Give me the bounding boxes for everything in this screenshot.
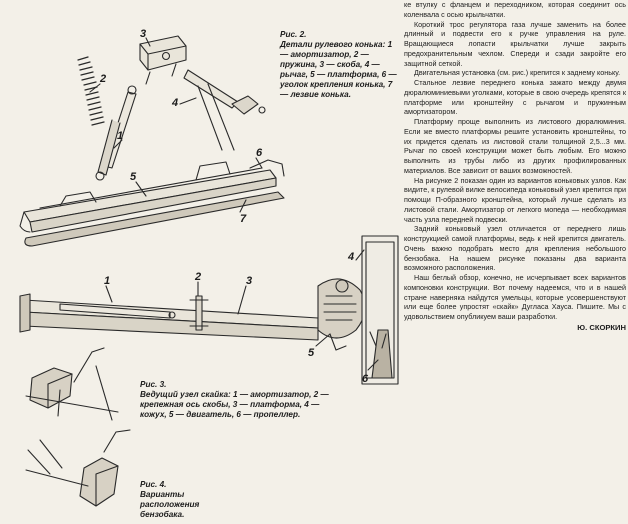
- fig4-top-variant: [26, 348, 118, 420]
- paragraph: Короткий трос регулятора газа лучше заменить на более длинный и подвести его к ручке управления на руле. Вращающиеся лопасти крыльчатки лучше закрыть предохранительным чехлом. Спереди и сзади закройте его защитной сеткой.: [404, 19, 626, 68]
- figure-4-title: Рис. 4.: [140, 480, 167, 489]
- fig2-label-4: 4: [172, 97, 179, 109]
- paragraph: Платформу проще выполнить из листового дюралюминия. Если же вместо платформы решите установить кронштейны, то их придется сделать из листовой стали толщиной 2,5...3 мм. Рычаг по своей конструкции может быть любым. Его можно выполнить из трубы либо из других профилированных материалов. Все зависит от ваших возможностей.: [404, 117, 626, 175]
- paragraph: ке втулку с фланцем и переходником, которая соединит ось коленвала с осью крыльчатки.: [404, 0, 626, 19]
- fig3-label-3: 3: [246, 275, 253, 287]
- fig2-label-5: 5: [130, 171, 137, 183]
- fig3-label-2: 2: [195, 271, 202, 283]
- author-signature: Ю. СКОРКИН: [577, 322, 626, 332]
- fig2-shock-absorber: [96, 86, 136, 180]
- figure-3-title: Рис. 3.: [140, 380, 167, 389]
- fig2-label-2: 2: [100, 73, 107, 85]
- article-text-column: [404, 0, 626, 524]
- fig3-label-4: 4: [348, 251, 355, 263]
- fig3-label-6: 6: [362, 373, 369, 385]
- paragraph: Задний коньковый узел отличается от переднего лишь конструкцией самой платформы, ведь к ней крепится двигатель. Очень важно подобрать место для крепления небольшого бензобака. На нашем рисунке показаны два варианта возможного расположения.: [404, 224, 626, 273]
- figure-4-text: Варианты расположения бензобака.: [140, 490, 200, 519]
- fig2-lever: [184, 70, 265, 150]
- fig3-label-5: 5: [308, 347, 315, 359]
- figure-4-caption: [140, 480, 230, 520]
- fig2-bracket: [140, 36, 186, 84]
- fig2-label-3: 3: [140, 28, 147, 40]
- paragraph: Наш беглый обзор, конечно, не исчерпывает всех вариантов компоновки конструкции. Вот почему надеемся, что и в нашей стране наверняка найдутся умельцы, которые усовершенствуют или еще более упростят «скайк» Дугласа Хауса. Пишите. Мы с удовольствием опубликуем ваши разработки.: [404, 273, 626, 321]
- fig3-engine: [318, 279, 365, 350]
- fig3-label-1: 1: [104, 275, 111, 287]
- paragraph: Стальное лезвие переднего конька зажато между двумя дюралюминиевыми уголками, которые в свою очередь крепятся к платформе или кронштейну с рычагом и пружинным амортизатором.: [404, 78, 626, 117]
- figure-2-text: Детали рулевого конька: 1 — амортизатор, 2 — пружина, 3 — скоба, 4 — рычаг, 5 — платформа, 6 — уголок крепления конька, 7 — лезвие конька.: [280, 40, 397, 99]
- fig2-label-7: 7: [240, 213, 247, 225]
- fig2-label-6: 6: [256, 147, 263, 159]
- figure-2-title: Рис. 2.: [280, 30, 307, 39]
- figure-2-caption: [280, 30, 402, 100]
- paragraph: Двигательная установка (см. рис.) крепится к заднему коньку.: [414, 68, 621, 78]
- figure-3-text: Ведущий узел скайка: 1 — амортизатор, 2 — крепежная ось скобы, 3 — платформа, 4 — кожух, 5 — двигатель, 6 — пропеллер.: [140, 390, 329, 419]
- figure-3-caption: [140, 380, 335, 420]
- fig2-label-1: 1: [117, 130, 124, 142]
- paragraph: На рисунке 2 показан один из вариантов коньковых узлов. Как видите, к рулевой вилке велосипеда коньковый узел крепится при помощи П-образного кронштейна, который лучше сделать из листовой стали. Амортизатор от легкого мопеда — необходимая часть узла передней подвески.: [404, 175, 626, 224]
- fig4-bottom-variant: [26, 430, 130, 506]
